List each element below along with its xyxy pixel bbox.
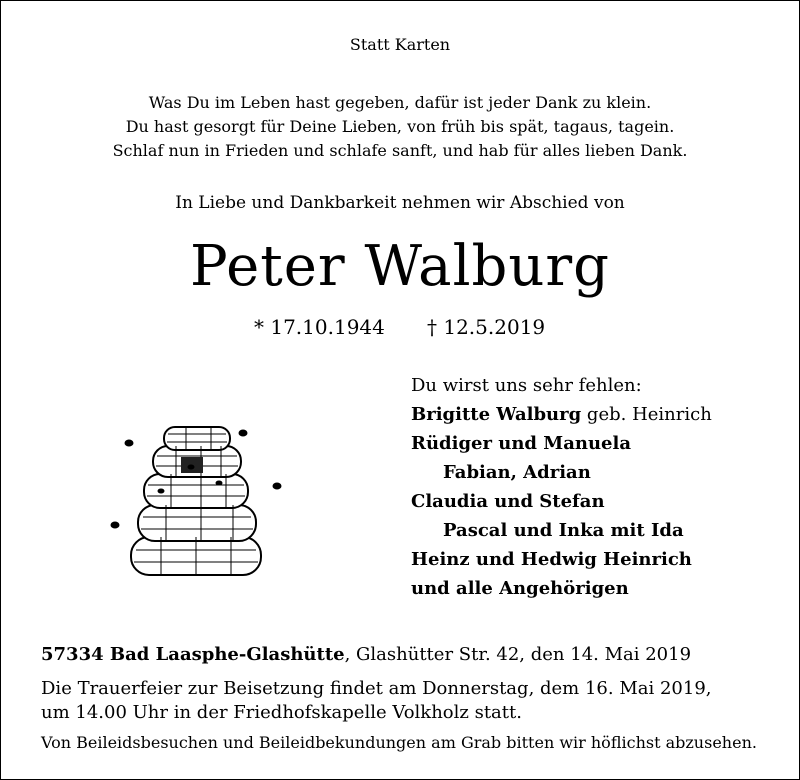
bee-icon — [239, 430, 247, 436]
bee-icon — [158, 489, 164, 493]
service-line: Die Trauerfeier zur Beisetzung findet am Donnerstag, dem 16. Mai 2019, — [41, 678, 712, 699]
family-line: Heinz und Hedwig Heinrich — [411, 549, 692, 570]
spouse-name: Brigitte Walburg — [411, 404, 582, 425]
intro-text: In Liebe und Dankbarkeit nehmen wir Abschied von — [175, 193, 625, 213]
header-text: Statt Karten — [349, 35, 451, 54]
family-line: Pascal und Inka mit Ida — [443, 520, 684, 541]
family-line-spouse — [411, 400, 712, 429]
hive-ring — [138, 505, 256, 541]
bee-icon — [216, 481, 222, 485]
spouse-maiden-name: geb. Heinrich — [581, 404, 712, 425]
bee-icon — [111, 522, 119, 528]
poem-line: Du hast gesorgt für Deine Lieben, von früh bis spät, tagaus, tagein. — [125, 117, 675, 136]
condolence-notice: Von Beileidsbesuchen und Beileidbekundungen am Grab bitten wir höflichst abzusehen. — [41, 733, 757, 752]
address-line — [41, 644, 691, 665]
family-line: und alle Angehörigen — [411, 578, 629, 599]
family-line: Claudia und Stefan — [411, 491, 605, 512]
service-info — [41, 677, 712, 725]
address-town: 57334 Bad Laasphe-Glashütte — [41, 644, 345, 665]
deceased-name: Peter Walburg — [189, 234, 611, 299]
bee-icon — [188, 465, 194, 469]
beehive-illustration — [101, 419, 301, 589]
family-heading: Du wirst uns sehr fehlen: — [411, 375, 642, 396]
family-list — [411, 371, 712, 603]
death-date: † 12.5.2019 — [427, 315, 546, 339]
poem-line: Schlaf nun in Frieden und schlafe sanft, und hab für alles lieben Dank. — [112, 141, 688, 160]
address-rest: , Glashütter Str. 42, den 14. Mai 2019 — [344, 644, 692, 665]
service-line: um 14.00 Uhr in der Friedhofskapelle Volkholz statt. — [41, 702, 522, 723]
family-line: Fabian, Adrian — [443, 462, 591, 483]
poem — [1, 91, 799, 163]
birth-date: * 17.10.1944 — [254, 315, 385, 339]
hive-ring — [164, 427, 230, 450]
family-line: Rüdiger und Manuela — [411, 433, 631, 454]
bee-icon — [125, 440, 133, 446]
poem-line: Was Du im Leben hast gegeben, dafür ist jeder Dank zu klein. — [148, 93, 652, 112]
bee-icon — [273, 483, 281, 489]
